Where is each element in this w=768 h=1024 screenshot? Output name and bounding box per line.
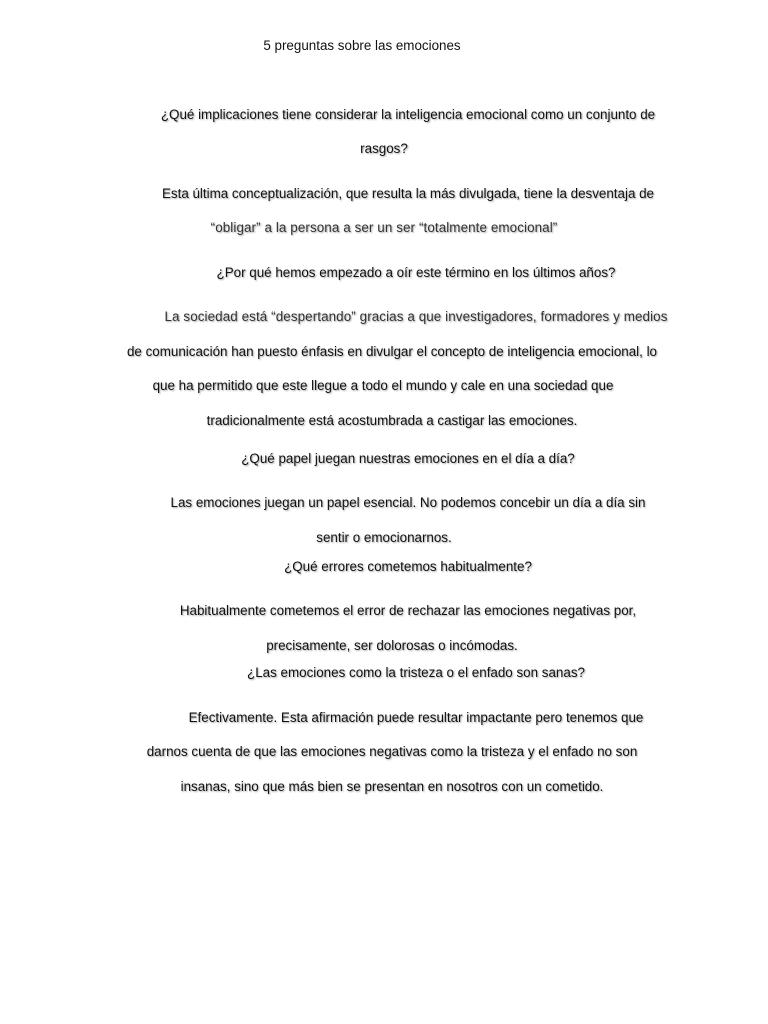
question-5-line-1: ¿Las emociones como la tristeza o el enfado son sanas? (247, 665, 585, 680)
answer-2-line-3: que ha permitido que este llegue a todo el mundo y cale en una sociedad que (152, 378, 614, 393)
question-2-line-1: ¿Por qué hemos empezado a oír este término en los últimos años? (216, 265, 616, 280)
question-3-line-1: ¿Qué papel juegan nuestras emociones en el día a día? (241, 451, 575, 466)
answer-5-line-3: insanas, sino que más bien se presentan en nosotros con un cometido. (180, 779, 604, 794)
question-1-line-1: ¿Qué implicaciones tiene considerar la inteligencia emocional como un conjunto de (160, 107, 656, 122)
answer-2-line-1: La sociedad está “despertando” gracias a que investigadores, formadores y medios (164, 309, 668, 324)
answer-1-line-1: Esta última conceptualización, que resulta la más divulgada, tiene la desventaja de (161, 186, 655, 201)
answer-4-line-2: precisamente, ser dolorosas o incómodas. (266, 638, 518, 653)
answer-1-line-2: “obligar” a la persona a ser un ser “totalmente emocional” (210, 220, 558, 235)
answer-5-line-1: Efectivamente. Esta afirmación puede resultar impactante pero tenemos que (188, 710, 644, 725)
answer-5-line-2: darnos cuenta de que las emociones negativas como la tristeza y el enfado no son (146, 744, 638, 759)
answer-2-line-2: de comunicación han puesto énfasis en divulgar el concepto de inteligencia emocional, lo (126, 344, 657, 359)
answer-2-line-4: tradicionalmente está acostumbrada a castigar las emociones. (206, 413, 578, 428)
question-1-line-2: rasgos? (360, 141, 408, 156)
answer-4-line-1: Habitualmente cometemos el error de rechazar las emociones negativas por, (179, 603, 637, 618)
answer-3-line-1: Las emociones juegan un papel esencial. No podemos concebir un día a día sin (170, 495, 646, 510)
question-4-line-1: ¿Qué errores cometemos habitualmente? (284, 559, 532, 574)
answer-3-line-2: sentir o emocionarnos. (316, 530, 452, 545)
page-title: 5 preguntas sobre las emociones (263, 38, 461, 53)
